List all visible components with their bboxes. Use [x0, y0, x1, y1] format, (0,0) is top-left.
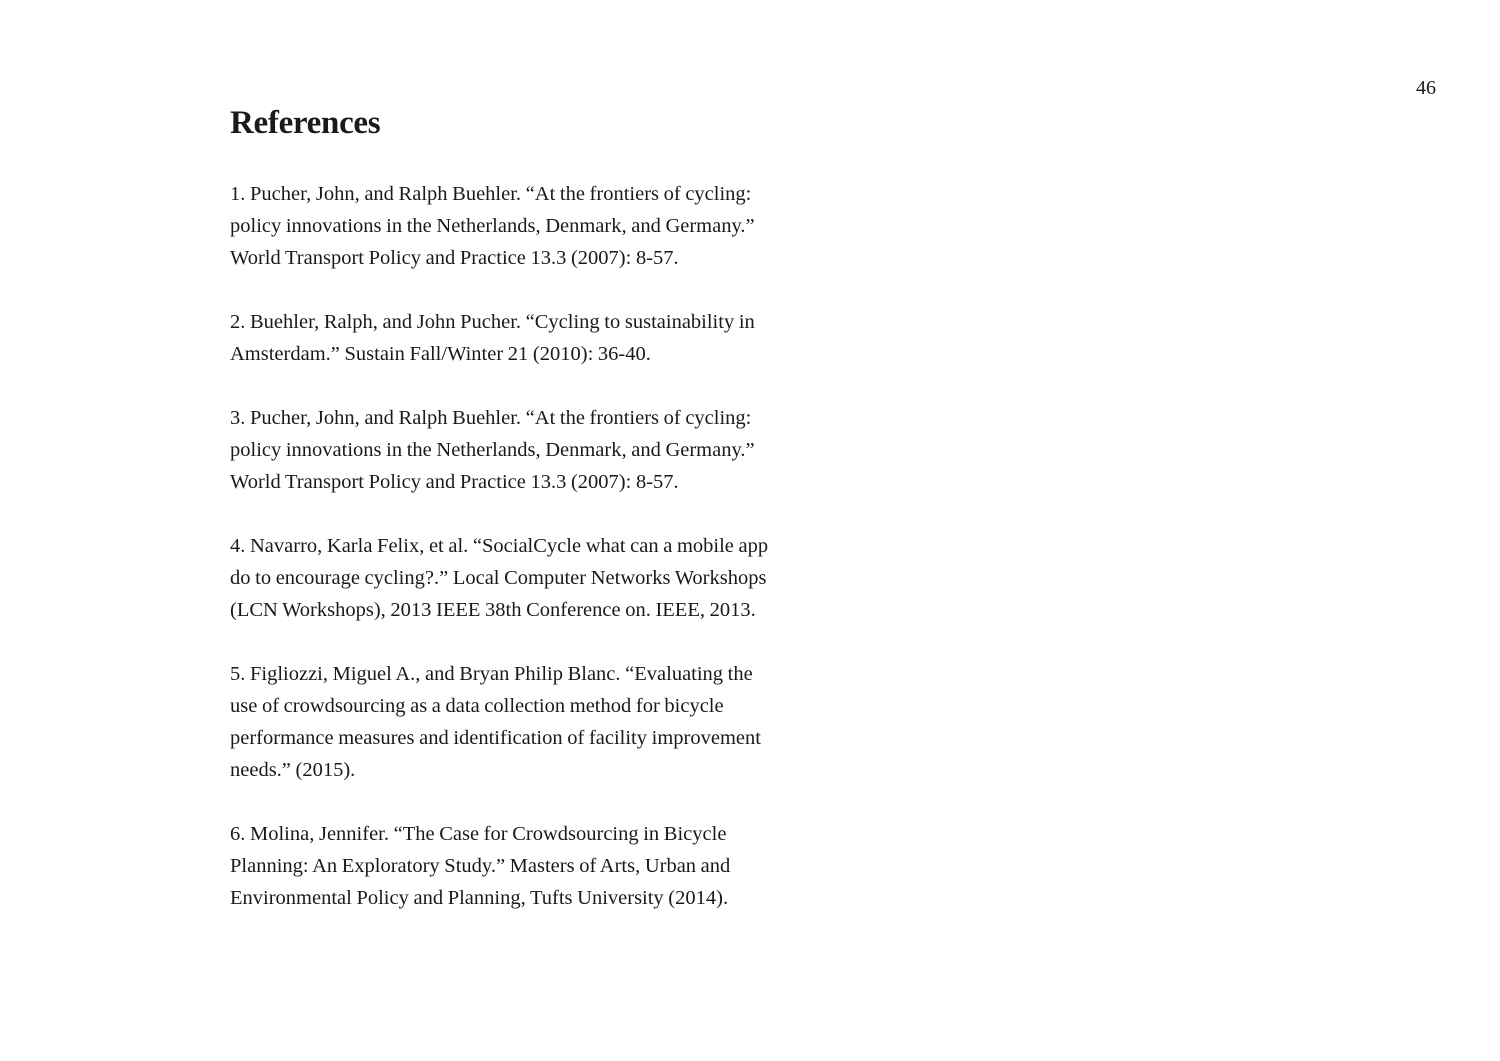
reference-line: (LCN Workshops), 2013 IEEE 38th Conference on. IEEE, 2013. [230, 599, 756, 621]
reference-line: 4. Navarro, Karla Felix, et al. “SocialCycle what can a mobile app [230, 535, 769, 557]
reference-line: policy innovations in the Netherlands, Denmark, and Germany.” [230, 215, 755, 237]
reference-line: World Transport Policy and Practice 13.3 (2007): 8-57. [230, 471, 679, 493]
references-section [230, 103, 790, 946]
reference-line: 3. Pucher, John, and Ralph Buehler. “At the frontiers of cycling: [230, 407, 752, 429]
reference-line: 5. Figliozzi, Miguel A., and Bryan Philip Blanc. “Evaluating the [230, 663, 753, 685]
reference-line: 6. Molina, Jennifer. “The Case for Crowdsourcing in Bicycle [230, 823, 727, 845]
reference-item [230, 306, 790, 370]
reference-line: Planning: An Exploratory Study.” Masters of Arts, Urban and [230, 855, 731, 877]
reference-list [230, 178, 790, 914]
reference-line: 1. Pucher, John, and Ralph Buehler. “At the frontiers of cycling: [230, 183, 752, 205]
reference-line: use of crowdsourcing as a data collection method for bicycle [230, 695, 724, 717]
reference-item [230, 658, 790, 786]
reference-line: Amsterdam.” Sustain Fall/Winter 21 (2010): 36-40. [230, 343, 651, 365]
page-title: References [230, 105, 381, 141]
reference-item [230, 402, 790, 498]
page-number: 46 [1416, 77, 1436, 99]
reference-line: needs.” (2015). [230, 759, 356, 781]
reference-item [230, 530, 790, 626]
reference-line: policy innovations in the Netherlands, Denmark, and Germany.” [230, 439, 755, 461]
reference-line: performance measures and identification of facility improvement [230, 727, 761, 749]
reference-item [230, 178, 790, 274]
reference-line: Environmental Policy and Planning, Tufts University (2014). [230, 887, 729, 909]
reference-item [230, 818, 790, 914]
reference-line: World Transport Policy and Practice 13.3 (2007): 8-57. [230, 247, 679, 269]
reference-line: 2. Buehler, Ralph, and John Pucher. “Cycling to sustainability in [230, 311, 755, 333]
reference-line: do to encourage cycling?.” Local Computer Networks Workshops [230, 567, 767, 589]
